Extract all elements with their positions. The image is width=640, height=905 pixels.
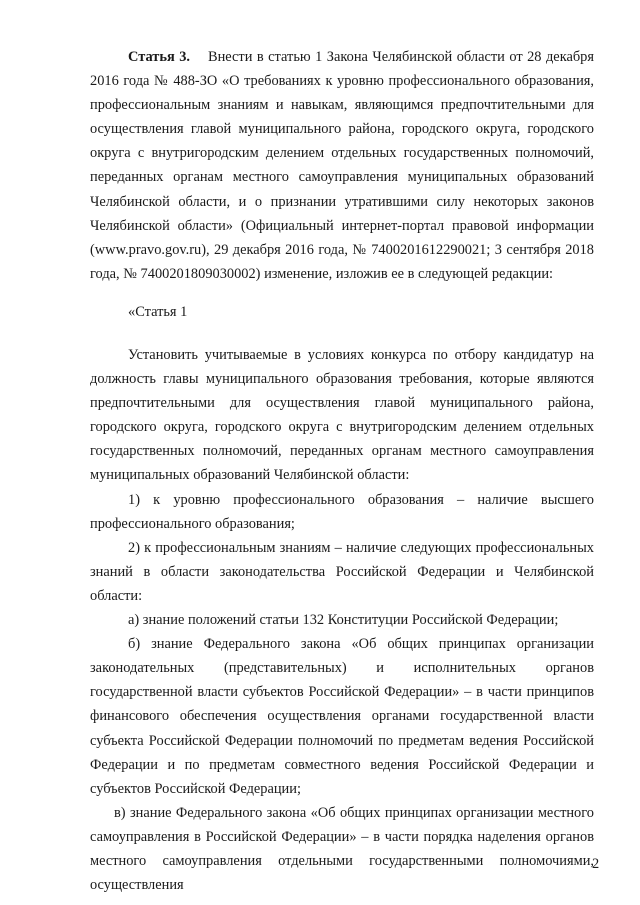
intro-paragraph [90, 45, 594, 286]
body-paragraph: а) знание положений статьи 132 Конституции Российской Федерации; [128, 612, 559, 629]
quoted-article-heading-section [90, 300, 594, 324]
article-body [90, 343, 594, 897]
body-paragraph: 2) к профессиональным знаниям – наличие следующих профессиональных знаний в области законодательства Российской Федерации и Челябинской области: [90, 539, 594, 604]
body-paragraph: б) знание Федерального закона «Об общих принципах организации законодательных (представительных) и исполнительных органов государственной власти субъектов Российской Федерации» – в части принципов финансового обеспечения осуществления органами государственной власти субъекта Российской Федерации полномочий по предметам ведения Российской Федерации и по предметам совместного ведения Российской Федерации и субъектов Российской Федерации; [90, 636, 594, 797]
article-label: Статья 3. [128, 49, 191, 65]
intro-text: Внести в статью 1 Закона Челябинской области от 28 декабря 2016 года № 488-ЗО «О требованиях к уровню профессионального образования, профессиональным знаниям и навыкам, являющимся предпочтительными для осуществления главой муниципального района, городского округа, городского округа с внутригородским делением отдельных государственных полномочий, переданных органам местного самоуправления муниципальных образований Челябинской области, и о признании утратившими силу некоторых законов Челябинской области» (Официальный интернет-портал правовой информации (www.pravo.gov.ru), 29 декабря 2016 года, № 7400201612290021; 3 сентября 2018 года, № 7400201809030002) изменение, изложив ее в следующей редакции: [90, 49, 594, 282]
intro-section [90, 45, 594, 286]
body-paragraph: Установить учитываемые в условиях конкурса по отбору кандидатур на должность главы муниципального образования требования, которые являются предпочтительными для осуществления главой муниципального района, городского округа, городского округа с внутригородским делением отдельных государственных полномочий, переданных органам местного самоуправления муниципальных образований Челябинской области: [90, 347, 594, 484]
body-paragraph: 1) к уровню профессионального образования – наличие высшего профессионального образования; [90, 491, 594, 532]
quoted-article-heading: «Статья 1 [128, 304, 188, 320]
body-paragraph: в) знание Федерального закона «Об общих принципах организации местного самоуправления в Российской Федерации» – в части порядка наделения органов местного самоуправления отдельными государственными полномочиями, осуществления [90, 804, 594, 894]
page-number: 2 [592, 856, 600, 872]
